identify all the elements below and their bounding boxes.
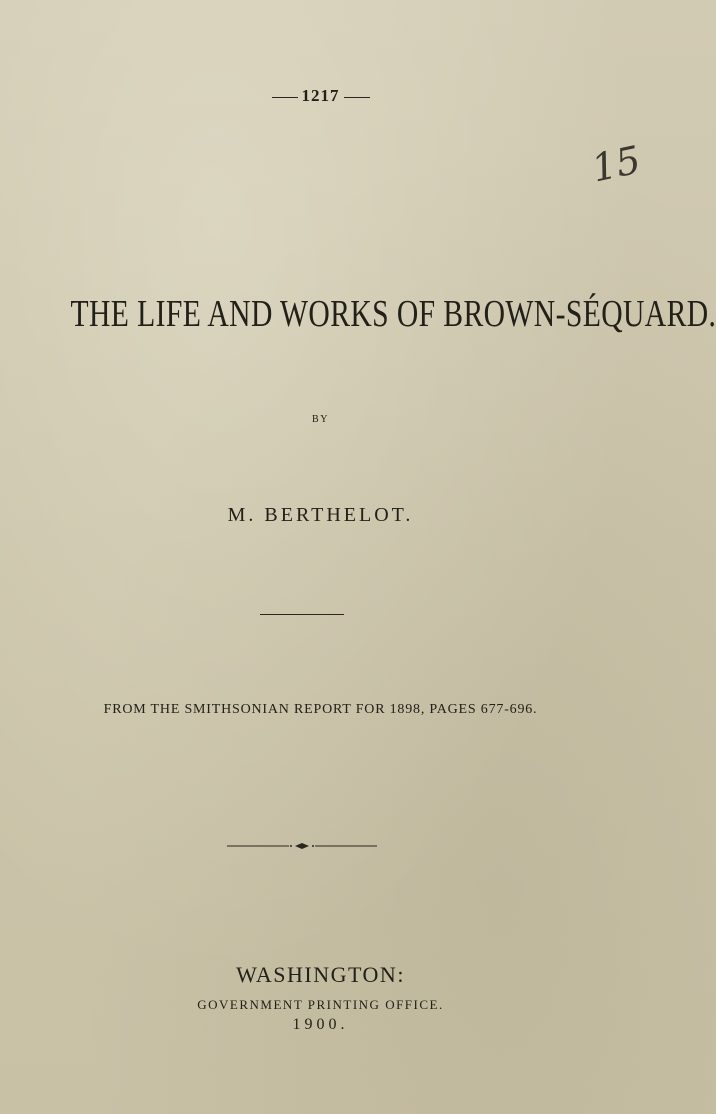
ornament-divider-icon [227,841,377,851]
catalog-number-text: 1217 [301,86,340,105]
handwritten-mark: 15 [587,137,645,191]
author-name: M. BERTHELOT. [227,504,414,526]
catalog-number [0,86,641,106]
imprint-place: WASHINGTON: [236,962,405,987]
right-dash [344,97,370,98]
document-title: THE LIFE AND WORKS OF BROWN-SÉQUARD. [70,293,716,335]
imprint-year: 1900. [292,1016,349,1033]
imprint-publisher: GOVERNMENT PRINTING OFFICE. [197,997,444,1012]
source-note: FROM THE SMITHSONIAN REPORT FOR 1898, PAGES 677-696. [103,702,538,717]
by-label: BY [312,414,329,425]
left-dash [272,97,298,98]
divider-rule [260,614,344,615]
